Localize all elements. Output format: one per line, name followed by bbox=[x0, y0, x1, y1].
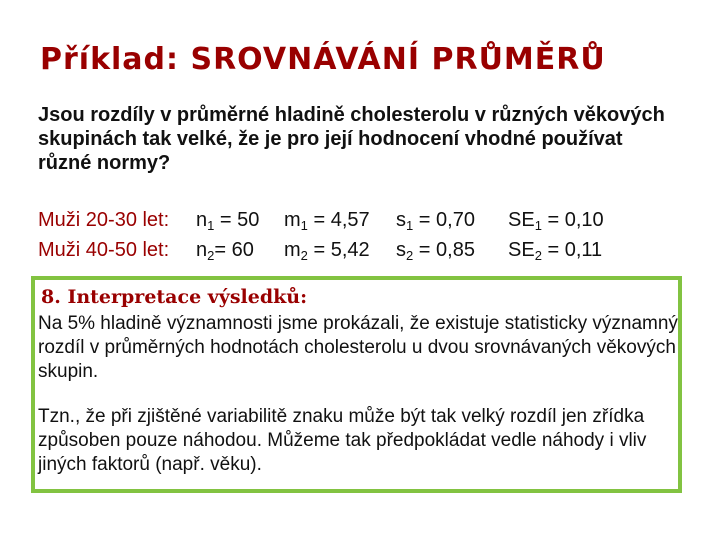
se-value: = 0,10 bbox=[541, 209, 604, 231]
m-symbol: m bbox=[284, 239, 301, 261]
n-value: = 50 bbox=[214, 209, 260, 231]
s-symbol: s bbox=[396, 239, 406, 261]
m-symbol: m bbox=[284, 209, 301, 231]
group-label: Muži 40-50 let: bbox=[38, 239, 170, 261]
interpretation-paragraph-1: Na 5% hladině významnosti jsme prokázali, že existuje statisticky významný rozdíl v průměrných hodnotách cholesterolu u dvou srovnávaných věkových skupin. bbox=[38, 313, 678, 382]
std-error bbox=[508, 236, 602, 264]
s-symbol: s bbox=[396, 209, 406, 231]
m-subscript: 1 bbox=[300, 218, 308, 233]
s-subscript: 2 bbox=[406, 248, 414, 263]
interpretation-paragraph-2: Tzn., že při zjištěné variabilitě znaku může být tak velký rozdíl jen zřídka způsoben pouze náhodou. Můžeme tak předpokládat vedle náhody i vliv jiných faktorů (např. věku). bbox=[38, 406, 647, 475]
n-value: = 60 bbox=[214, 239, 254, 261]
n-subscript: 1 bbox=[207, 218, 215, 233]
se-subscript: 1 bbox=[534, 218, 542, 233]
interpretation-box bbox=[31, 276, 682, 493]
sample-size bbox=[196, 206, 259, 234]
s-value: = 0,85 bbox=[413, 239, 475, 261]
std-dev bbox=[396, 236, 475, 264]
s-value: = 0,70 bbox=[413, 209, 475, 231]
group-label: Muži 20-30 let: bbox=[38, 209, 170, 231]
std-dev bbox=[396, 206, 475, 234]
se-value: = 0,11 bbox=[541, 239, 603, 261]
s-subscript: 1 bbox=[406, 218, 414, 233]
se-symbol: SE bbox=[508, 239, 535, 261]
mean bbox=[284, 206, 370, 234]
n-symbol: n bbox=[196, 239, 208, 261]
se-symbol: SE bbox=[508, 209, 535, 231]
question-text: Jsou rozdíly v průměrné hladině cholesterolu v různých věkových skupinách tak velké, že je pro její hodnocení vhodné používat různé normy? bbox=[38, 104, 665, 174]
interpretation-heading: 8. Interpretace výsledků: bbox=[41, 286, 308, 308]
std-error bbox=[508, 206, 604, 234]
slide-title: Příklad: SROVNÁVÁNÍ PRŮMĚRŮ bbox=[40, 42, 606, 77]
mean bbox=[284, 236, 370, 264]
m-value: = 4,57 bbox=[307, 209, 370, 231]
sample-size bbox=[196, 236, 254, 264]
m-subscript: 2 bbox=[300, 248, 308, 263]
n-symbol: n bbox=[196, 209, 208, 231]
se-subscript: 2 bbox=[534, 248, 542, 263]
m-value: = 5,42 bbox=[307, 239, 370, 261]
n-subscript: 2 bbox=[207, 248, 215, 263]
